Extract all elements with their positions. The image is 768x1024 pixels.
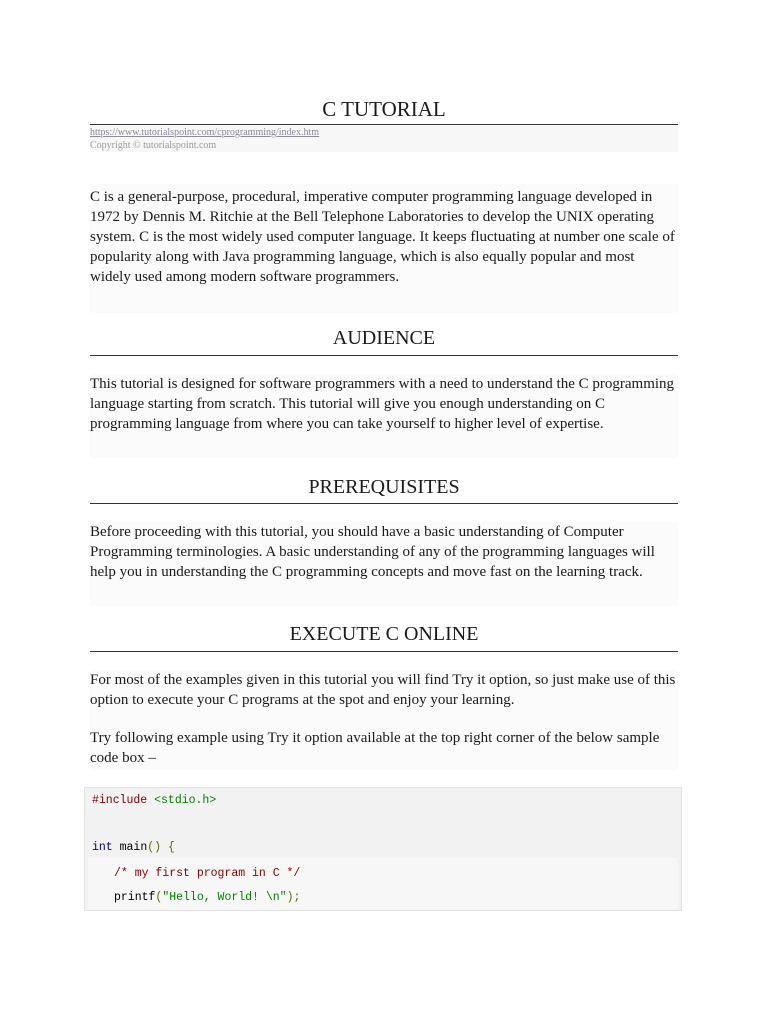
code-token: () { [147, 841, 175, 854]
code-line-1 [92, 794, 216, 808]
code-token: ( [155, 891, 163, 904]
execute-paragraph-1: For most of the examples given in this tutorial you will find Try it option, so just make use of this option to execute your C programs at the spot and enjoy your learning. [90, 672, 676, 708]
code-line-3 [114, 867, 300, 881]
section-heading-execute-online: EXECUTE C ONLINE [289, 623, 479, 645]
page-title: C TUTORIAL [322, 97, 446, 121]
section-heading-prerequisites: PREREQUISITES [308, 476, 460, 498]
code-sample-box[interactable] [84, 787, 682, 911]
title-divider [90, 124, 678, 125]
audience-block [90, 374, 678, 458]
code-token: #include [92, 794, 148, 807]
intro-paragraph: C is a general-purpose, procedural, imperative computer programming language developed in 1972 by Dennis M. Ritchie at the Bell Telephone Laboratories to develop the UNIX operating system. C is the most widely used computer language. It keeps fluctuating at number one scale of popularity along with Java programming language, which is also equally popular and most widely used among modern software programmers. [90, 189, 675, 285]
execute-paragraph-2: Try following example using Try it option available at the top right corner of the below sample code box – [90, 730, 660, 766]
code-token: int [92, 841, 113, 854]
code-line-2 [92, 841, 175, 855]
prerequisites-block [90, 522, 678, 606]
section-heading-audience: AUDIENCE [332, 327, 436, 349]
section-divider [90, 355, 678, 356]
code-token: /* my first program in C */ [114, 867, 301, 880]
code-token: main [119, 841, 148, 854]
audience-paragraph: This tutorial is designed for software programmers with a need to understand the C programming language starting from scratch. This tutorial will give you enough understanding on C programming language from where you can take yourself to higher level of expertise. [90, 376, 675, 432]
section-divider [90, 651, 678, 652]
code-token: "Hello, World! \n" [162, 891, 287, 904]
code-line-4 [114, 891, 300, 905]
execute-block [90, 670, 678, 770]
intro-block [90, 184, 678, 313]
source-url-link[interactable]: https://www.tutorialspoint.com/cprogramming/index.htm [90, 127, 320, 138]
source-meta [90, 126, 678, 152]
prerequisites-paragraph: Before proceeding with this tutorial, you should have a basic understanding of Computer Programming terminologies. A basic understanding of any of the programming languages will help you in understanding the C programming concepts and move fast on the learning track. [90, 524, 655, 580]
code-token: printf [114, 891, 156, 904]
code-token: <stdio.h> [154, 794, 217, 807]
copyright-notice: Copyright © tutorialspoint.com [90, 140, 217, 151]
section-divider [90, 503, 678, 504]
code-token: ); [286, 891, 301, 904]
